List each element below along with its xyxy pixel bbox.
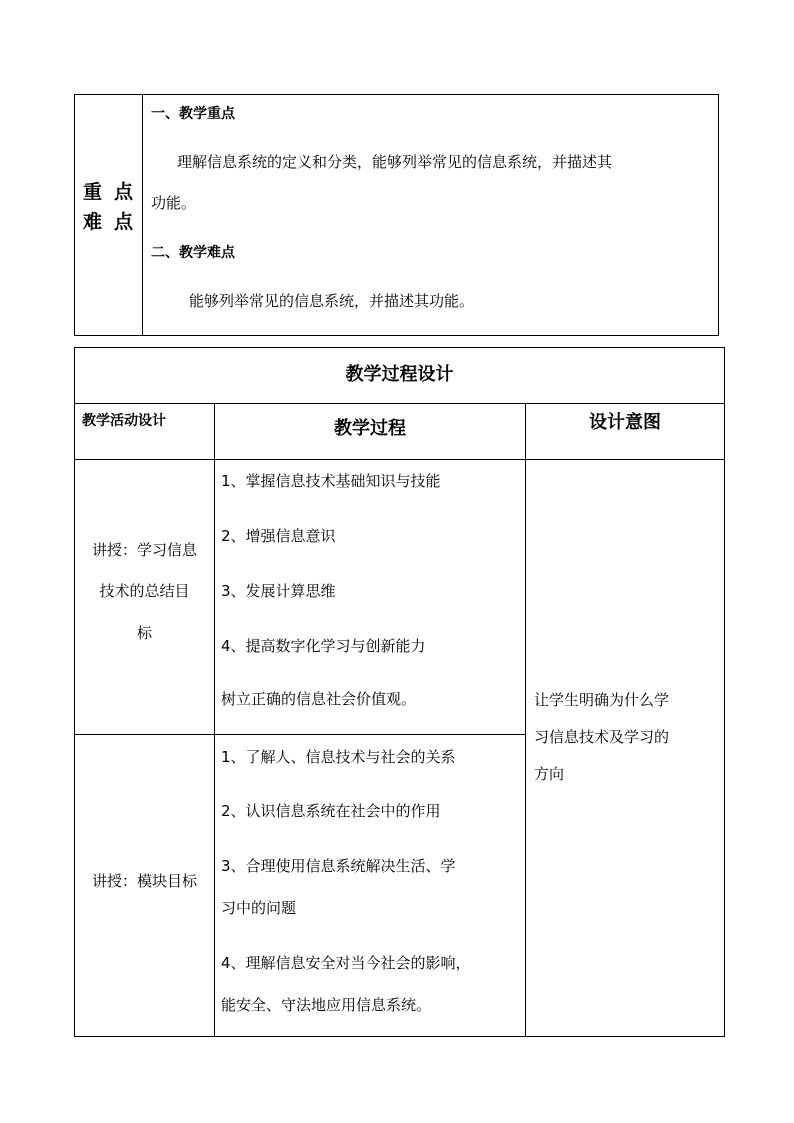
row2-process-line2: 2、认识信息系统在社会中的作用 xyxy=(221,802,441,820)
header-intent: 设计意图 xyxy=(589,412,661,433)
section2-text-line1: 能够列举常见的信息系统，并描述其功能。 xyxy=(189,292,475,310)
column-divider-2 xyxy=(525,403,526,1036)
row1-process-line4: 4、提高数字化学习与创新能力 xyxy=(221,637,426,655)
row2-process-line5: 4、理解信息安全对当今社会的影响， xyxy=(221,954,471,972)
row1-activity-line3: 标 xyxy=(136,624,152,642)
row-divider xyxy=(75,734,525,735)
row1-process-line2: 2、增强信息意识 xyxy=(221,527,336,545)
row2-process-line1: 1、了解人、信息技术与社会的关系 xyxy=(221,748,456,766)
key-points-label-line2: 难点 xyxy=(83,211,146,233)
section1-text-line2: 功能。 xyxy=(151,194,197,212)
row2-process-line4: 习中的问题 xyxy=(221,899,297,917)
row2-activity-line1: 讲授：模块目标 xyxy=(91,872,197,890)
row1-process-line1: 1、掌握信息技术基础知识与技能 xyxy=(221,472,441,490)
column-divider-1 xyxy=(214,403,215,1036)
key-points-label-cell xyxy=(75,95,146,335)
row1-activity-line2: 技术的总结目 xyxy=(99,582,190,600)
row1-activity-line1: 讲授：学习信息 xyxy=(91,541,197,559)
key-points-content-cell xyxy=(143,95,718,335)
section2-heading: 二、教学难点 xyxy=(151,245,235,261)
intent-line2: 习信息技术及学习的 xyxy=(534,728,670,746)
process-title: 教学过程设计 xyxy=(345,364,454,385)
process-table xyxy=(74,347,725,1037)
title-divider xyxy=(75,403,724,404)
section1-text-line1: 理解信息系统的定义和分类，能够列举常见的信息系统，并描述其 xyxy=(177,153,613,171)
key-points-label-line1: 重点 xyxy=(83,181,146,203)
intent-line1: 让学生明确为什么学 xyxy=(534,691,670,709)
intent-line3: 方向 xyxy=(534,765,565,783)
row1-process-line3: 3、发展计算思维 xyxy=(221,582,336,600)
section1-heading: 一、教学重点 xyxy=(151,106,235,122)
header-process: 教学过程 xyxy=(334,418,406,439)
row2-process-line6: 能安全、守法地应用信息系统。 xyxy=(221,996,432,1014)
header-activity: 教学活动设计 xyxy=(82,413,166,429)
key-points-table xyxy=(74,94,719,336)
row1-process-line5: 树立正确的信息社会价值观。 xyxy=(221,690,417,708)
header-divider xyxy=(75,459,724,460)
row2-process-line3: 3、合理使用信息系统解决生活、学 xyxy=(221,857,456,875)
